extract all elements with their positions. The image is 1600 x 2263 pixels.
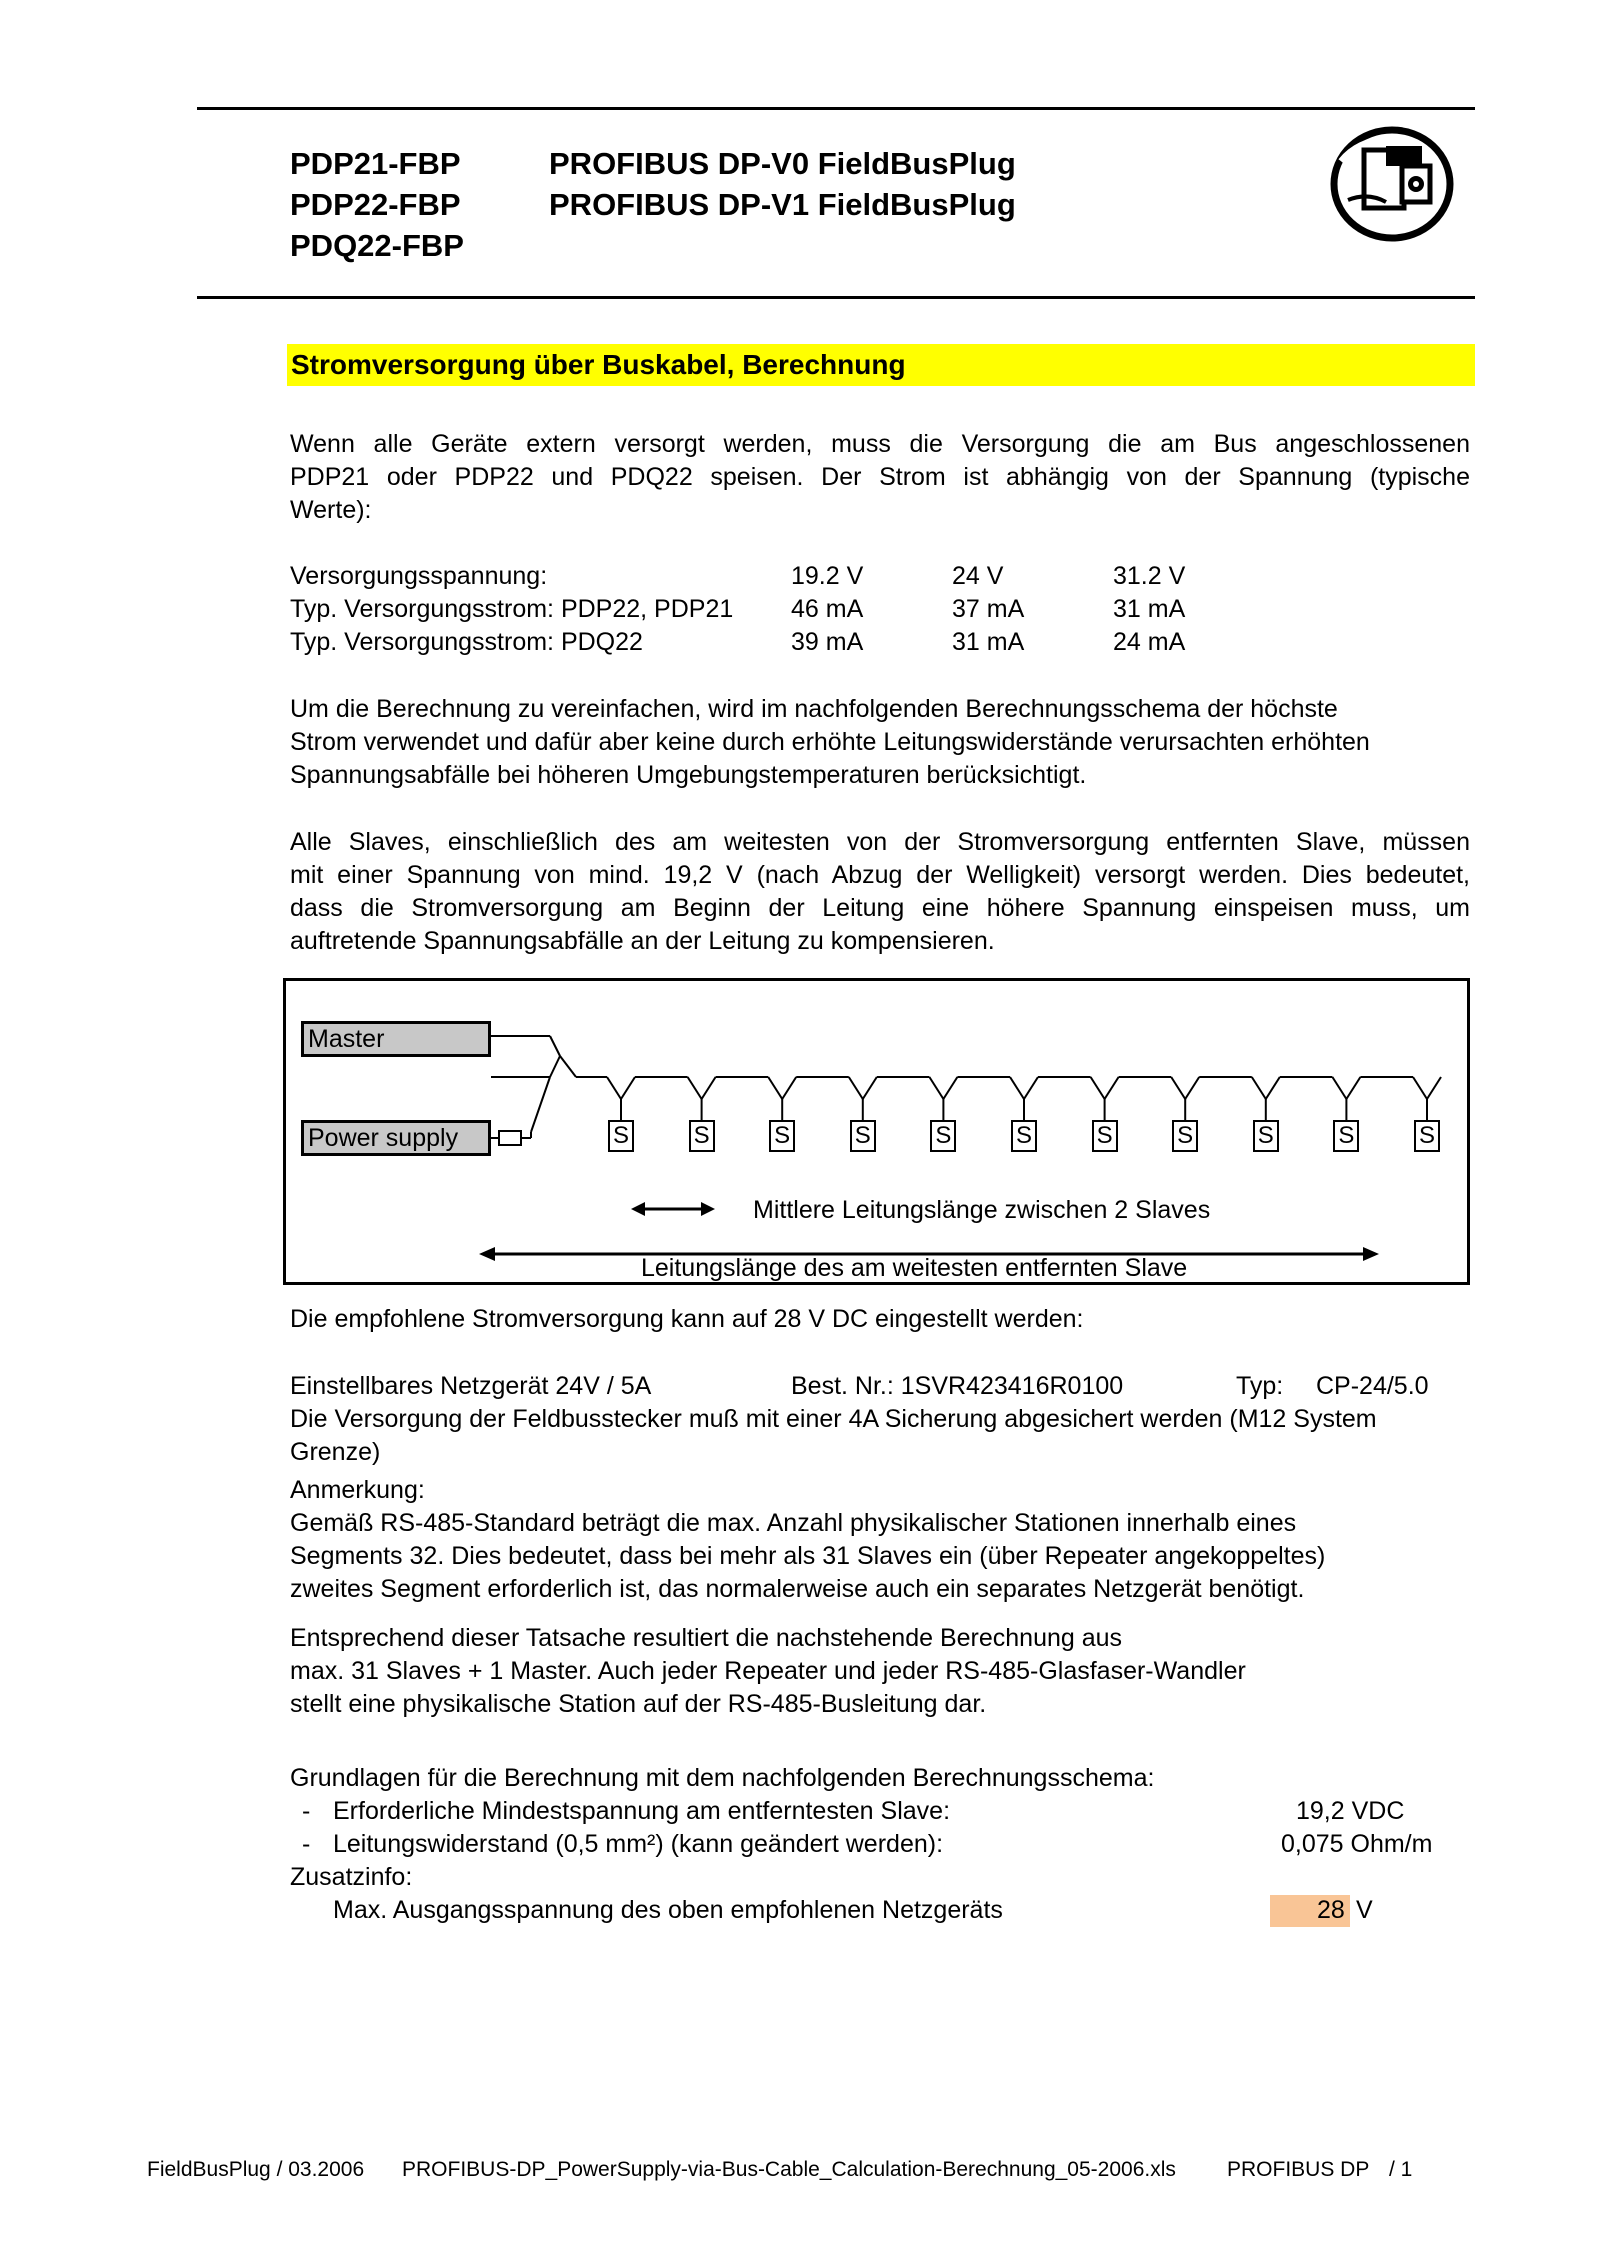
extra-info-row	[290, 1894, 1470, 1927]
long-arrow-label: Leitungslänge des am weitesten entfernten Slave	[641, 1254, 1188, 1282]
row-value: 24 mA	[1113, 628, 1186, 656]
slave-box: S	[1092, 1120, 1118, 1152]
basis-item-value: 19,2 VDC	[1296, 1797, 1405, 1825]
note-heading: Anmerkung:	[290, 1476, 425, 1504]
device-line	[290, 1370, 1470, 1403]
note-line-3: zweites Segment erforderlich ist, das normalerweise auch ein separates Netzgerät benötigt.	[290, 1575, 1305, 1603]
row-value: 31 mA	[1113, 595, 1186, 623]
slave-box: S	[1414, 1120, 1440, 1152]
intro-line-1: Wenn alle Geräte extern versorgt werden, muss die Versorgung die am Bus angeschlossenen	[290, 430, 1470, 458]
fuse-paragraph	[290, 1403, 1377, 1469]
product-title-v1: PROFIBUS DP-V1 FieldBusPlug	[549, 187, 1016, 222]
footer-page: / 1	[1389, 2158, 1413, 2181]
short-arrow-label: Mittlere Leitungslänge zwischen 2 Slaves	[753, 1196, 1211, 1224]
recommendation-text: Die empfohlene Stromversorgung kann auf 28 V DC eingestellt werden:	[290, 1305, 1084, 1333]
bus-topology-diagram	[283, 978, 1470, 1285]
row-label: Typ. Versorgungsstrom: PDQ22	[290, 628, 643, 656]
slave-box: S	[930, 1120, 956, 1152]
intro-paragraph	[290, 428, 1470, 527]
note-line-1: Gemäß RS-485-Standard beträgt die max. Anzahl physikalischer Stationen innerhalb eines	[290, 1509, 1297, 1537]
simplification-paragraph	[290, 693, 1470, 792]
extra-info-text: Max. Ausgangsspannung des oben empfohlenen Netzgeräts	[333, 1896, 1003, 1924]
slave-voltage-paragraph	[290, 826, 1470, 958]
extra-info-heading: Zusatzinfo:	[290, 1863, 413, 1891]
para2-line-2: Strom verwendet und dafür aber keine durch erhöhte Leitungswiderstände verursachten erhöhten	[290, 728, 1370, 756]
intro-line-2: PDP21 oder PDP22 und PDQ22 speisen. Der Strom ist abhängig von der Spannung (typische	[290, 463, 1470, 491]
row-value: 46 mA	[791, 595, 864, 623]
slave-box: S	[608, 1120, 634, 1152]
basis-heading: Grundlagen für die Berechnung mit dem nachfolgenden Berechnungsschema:	[290, 1764, 1155, 1792]
section-title: Stromversorgung über Buskabel, Berechnung	[291, 349, 906, 380]
row-value: 37 mA	[952, 595, 1025, 623]
header-top-rule	[197, 107, 1475, 110]
device-type-label: Typ:	[1236, 1372, 1284, 1400]
row-value: 31.2 V	[1113, 562, 1186, 590]
footer-filename: PROFIBUS-DP_PowerSupply-via-Bus-Cable_Calculation-Berechnung_05-2006.xls	[402, 2158, 1176, 2181]
model-pdp22: PDP22-FBP	[290, 187, 461, 222]
para2-line-1: Um die Berechnung zu vereinfachen, wird im nachfolgenden Berechnungsschema der höchste	[290, 695, 1338, 723]
row-value: 39 mA	[791, 628, 864, 656]
abb-fieldbusplug-logo	[1328, 122, 1460, 244]
basis-item-text: Leitungswiderstand (0,5 mm²) (kann geändert werden):	[333, 1830, 944, 1858]
slave-box: S	[1253, 1120, 1279, 1152]
slave-box: S	[850, 1120, 876, 1152]
model-pdq22: PDQ22-FBP	[290, 228, 464, 263]
fuse-line-2: Grenze)	[290, 1438, 381, 1466]
slave-box: S	[1333, 1120, 1359, 1152]
slave-box: S	[1011, 1120, 1037, 1152]
para3-line-1: Alle Slaves, einschließlich des am weitesten von der Stromversorgung entfernten Slave, müssen	[290, 828, 1470, 856]
station-paragraph	[290, 1622, 1246, 1721]
basis-item	[290, 1828, 1470, 1861]
bus-wiring	[286, 981, 1467, 1282]
footer-date: FieldBusPlug / 03.2006	[147, 2158, 365, 2181]
short-arrow	[631, 1199, 715, 1219]
para4-line-3: stellt eine physikalische Station auf der RS-485-Busleitung dar.	[290, 1690, 987, 1718]
device-name: Einstellbares Netzgerät 24V / 5A	[290, 1372, 652, 1400]
note-line-2: Segments 32. Dies bedeutet, dass bei mehr als 31 Slaves ein (über Repeater angekoppeltes)	[290, 1542, 1326, 1570]
basis-dash: -	[302, 1830, 311, 1858]
product-titles	[549, 143, 1016, 225]
model-pdp21: PDP21-FBP	[290, 146, 461, 181]
para3-line-4: auftretende Spannungsabfälle an der Leitung zu kompensieren.	[290, 927, 995, 955]
para2-line-3: Spannungsabfälle bei höheren Umgebungstemperaturen berücksichtigt.	[290, 761, 1087, 789]
note-section	[290, 1474, 1325, 1606]
power-supply-label: Power supply	[308, 1124, 459, 1152]
basis-item	[290, 1795, 1470, 1828]
model-list	[290, 143, 464, 266]
max-voltage-unit: V	[1356, 1896, 1373, 1924]
slave-box: S	[1172, 1120, 1198, 1152]
para4-line-1: Entsprechend dieser Tatsache resultiert die nachstehende Berechnung aus	[290, 1624, 1123, 1652]
row-value: 19.2 V	[791, 562, 864, 590]
basis-dash: -	[302, 1797, 311, 1825]
para3-line-3: dass die Stromversorgung am Beginn der Leitung eine höhere Spannung einspeisen muss, um	[290, 894, 1470, 922]
max-voltage-value[interactable]: 28	[1317, 1896, 1345, 1924]
row-label: Typ. Versorgungsstrom: PDP22, PDP21	[290, 595, 734, 623]
device-order-number: Best. Nr.: 1SVR423416R0100	[791, 1372, 1124, 1400]
basis-item-text: Erforderliche Mindestspannung am entferntesten Slave:	[333, 1797, 951, 1825]
fuse-line-1: Die Versorgung der Feldbusstecker muß mit einer 4A Sicherung abgesichert werden (M12 System	[290, 1405, 1377, 1433]
para3-line-2: mit einer Spannung von mind. 19,2 V (nach Abzug der Welligkeit) versorgt werden. Dies bedeutet,	[290, 861, 1470, 889]
intro-line-3: Werte):	[290, 496, 372, 524]
master-label: Master	[308, 1025, 385, 1053]
basis-item-value: 0,075 Ohm/m	[1281, 1830, 1433, 1858]
slave-box: S	[769, 1120, 795, 1152]
row-value: 24 V	[952, 562, 1004, 590]
product-title-v0: PROFIBUS DP-V0 FieldBusPlug	[549, 146, 1016, 181]
row-value: 31 mA	[952, 628, 1025, 656]
device-type-value: CP-24/5.0	[1316, 1372, 1429, 1400]
header-bottom-rule	[197, 296, 1475, 299]
row-label: Versorgungsspannung:	[290, 562, 548, 590]
footer-product: PROFIBUS DP	[1227, 2158, 1370, 2181]
para4-line-2: max. 31 Slaves + 1 Master. Auch jeder Repeater und jeder RS-485-Glasfaser-Wandler	[290, 1657, 1246, 1685]
slave-box: S	[689, 1120, 715, 1152]
